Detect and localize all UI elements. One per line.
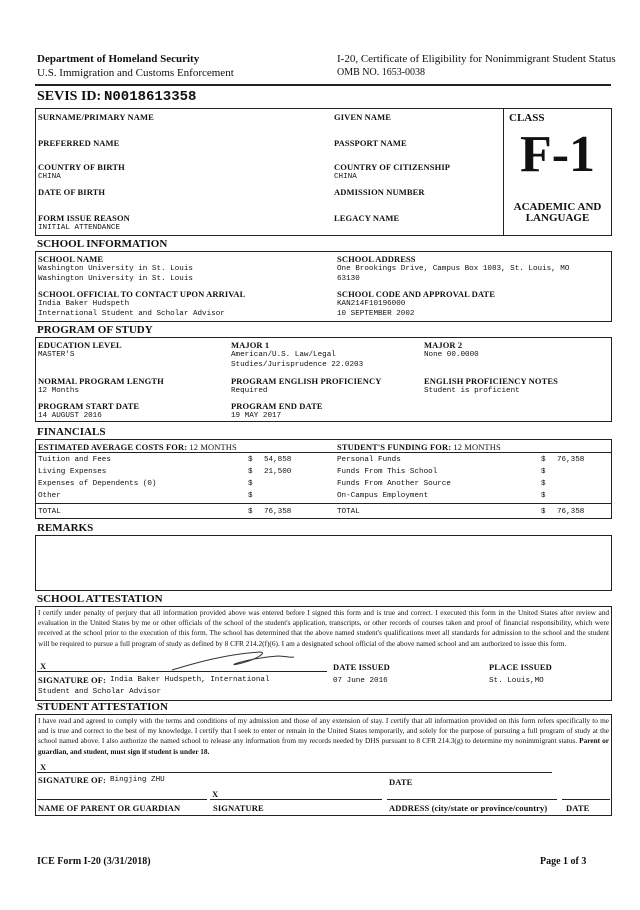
english-proficiency-label: PROGRAM ENGLISH PROFICIENCY: [231, 376, 382, 386]
student-x-mark-2: X: [212, 789, 219, 799]
class-label: CLASS: [509, 112, 545, 124]
funding-total-currency: $: [541, 508, 546, 516]
cost-item: Expenses of Dependents (0): [38, 480, 157, 488]
cost-item: Tuition and Fees: [38, 456, 111, 464]
agency-name: U.S. Immigration and Customs Enforcement: [37, 67, 234, 79]
student-attestation-title: STUDENT ATTESTATION: [37, 701, 168, 713]
financial-row: [37, 467, 597, 479]
school-official-line2: International Student and Scholar Advisor: [38, 310, 225, 318]
remarks-box: [35, 535, 612, 591]
country-of-birth-value: CHINA: [38, 173, 61, 181]
major2-value: None 00.0000: [424, 351, 479, 359]
given-name-label: GIVEN NAME: [334, 112, 391, 122]
financial-row: [37, 491, 597, 503]
school-signature-line2: Student and Scholar Advisor: [38, 688, 162, 696]
program-length-label: NORMAL PROGRAM LENGTH: [38, 376, 164, 386]
country-of-birth-label: COUNTRY OF BIRTH: [38, 162, 125, 172]
country-of-citizenship-value: CHINA: [334, 173, 357, 181]
school-info-title: SCHOOL INFORMATION: [37, 238, 168, 250]
program-start-value: 14 AUGUST 2016: [38, 412, 102, 420]
school-code-line1: KAN214F10196000: [337, 300, 406, 308]
student-signature-label: SIGNATURE OF:: [38, 775, 106, 785]
school-address-line1: One Brookings Drive, Campus Box 1083, St. Louis, MO: [337, 265, 570, 273]
place-issued-label: PLACE ISSUED: [489, 662, 552, 672]
sevis-id: N0018613358: [104, 89, 197, 105]
funding-total-label: TOTAL: [337, 508, 360, 516]
cost-currency: $: [248, 492, 253, 500]
major1-label: MAJOR 1: [231, 340, 270, 350]
funding-currency: $: [541, 456, 546, 464]
english-notes-value: Student is proficient: [424, 387, 520, 395]
parent-signature-label: SIGNATURE: [213, 803, 264, 813]
parent-date-label: DATE: [566, 803, 590, 813]
school-signature-scribble: [168, 648, 298, 676]
school-official-label: SCHOOL OFFICIAL TO CONTACT UPON ARRIVAL: [38, 289, 246, 299]
school-official-line1: India Baker Hudspeth: [38, 300, 130, 308]
school-code-label: SCHOOL CODE AND APPROVAL DATE: [337, 289, 495, 299]
footer-page-number: Page 1 of 3: [540, 856, 587, 867]
funding-item: Personal Funds: [337, 456, 401, 464]
costs-period: 12 MONTHS: [189, 442, 237, 452]
school-signature-line1: India Baker Hudspeth, International: [110, 676, 270, 684]
legacy-name-label: LEGACY NAME: [334, 213, 400, 223]
dept-name: Department of Homeland Security: [37, 53, 200, 65]
english-notes-label: ENGLISH PROFICIENCY NOTES: [424, 376, 558, 386]
school-address-line2: 63130: [337, 275, 360, 283]
class-desc-line1: ACADEMIC AND: [513, 201, 602, 213]
costs-total-currency: $: [248, 508, 253, 516]
school-name-line2: Washington University in St. Louis: [38, 275, 193, 283]
program-title: PROGRAM OF STUDY: [37, 324, 153, 336]
form-issue-reason-value: INITIAL ATTENDANCE: [38, 224, 121, 232]
costs-total-label: TOTAL: [38, 508, 61, 516]
date-issued-label: DATE ISSUED: [333, 662, 390, 672]
costs-label: ESTIMATED AVERAGE COSTS FOR:: [38, 442, 188, 452]
footer-form-id: ICE Form I-20 (3/31/2018): [37, 856, 151, 867]
major1-line1: American/U.S. Law/Legal: [231, 351, 336, 359]
costs-total-value: 76,358: [264, 508, 292, 516]
funding-label: STUDENT'S FUNDING FOR:: [337, 442, 452, 452]
cost-amount: 54,858: [264, 456, 292, 464]
major2-label: MAJOR 2: [424, 340, 463, 350]
program-start-label: PROGRAM START DATE: [38, 401, 140, 411]
class-value: F-1: [519, 126, 596, 183]
student-attestation-bold: Parent or guardian, and student, must sign if student is under 18.: [38, 736, 609, 756]
funding-currency: $: [541, 480, 546, 488]
education-level-label: EDUCATION LEVEL: [38, 340, 122, 350]
cost-item: Other: [38, 492, 61, 500]
surname-label: SURNAME/PRIMARY NAME: [38, 112, 154, 122]
cost-amount: 21,500: [264, 468, 292, 476]
sevis-label: SEVIS ID:: [37, 89, 102, 104]
passport-name-label: PASSPORT NAME: [334, 138, 407, 148]
major1-line2: Studies/Jurisprudence 22.0203: [231, 361, 364, 369]
program-end-value: 19 MAY 2017: [231, 412, 282, 420]
funding-item: Funds From This School: [337, 468, 438, 476]
program-length-value: 12 Months: [38, 387, 80, 395]
preferred-name-label: PREFERRED NAME: [38, 138, 120, 148]
english-proficiency-value: Required: [231, 387, 268, 395]
school-name-line1: Washington University in St. Louis: [38, 265, 193, 273]
omb-number: OMB NO. 1653-0038: [337, 67, 426, 78]
school-code-line2: 10 SEPTEMBER 2002: [337, 310, 415, 318]
school-address-label: SCHOOL ADDRESS: [337, 254, 416, 264]
country-of-citizenship-label: COUNTRY OF CITIZENSHIP: [334, 162, 451, 172]
school-x-mark: X: [40, 661, 47, 671]
parent-address-label: ADDRESS (city/state or province/country): [389, 803, 548, 813]
student-x-mark: X: [40, 762, 47, 772]
school-attestation-text: I certify under penalty of perjury that all information provided above was entered before I signed this form and is true and correct. I executed this form in the United States after review and evaluation in the United States by me or other officials of the school of the student's application, transcripts, or other records of courses taken and proof of financial responsibility, which were received at the school prior to the execution of this form. The school has determined that the above named student's qualifications meet all standards for admission to the school and the student will be required to pursue a full program of study as defined by 8 CFR 214.2(f)(6). I am a designated school official of the above named school and am authorized to issue this form.: [38, 608, 609, 648]
date-of-birth-label: DATE OF BIRTH: [38, 187, 106, 197]
school-attestation-title: SCHOOL ATTESTATION: [37, 593, 163, 605]
student-signature-value: Bingjing ZHU: [110, 776, 165, 784]
funding-period: 12 MONTHS: [453, 442, 501, 452]
funding-total-value: 76,358: [557, 508, 585, 516]
remarks-title: REMARKS: [37, 522, 94, 534]
student-attestation-text-wrap: [38, 716, 609, 757]
cost-currency: $: [248, 480, 253, 488]
school-name-label: SCHOOL NAME: [38, 254, 104, 264]
cost-item: Living Expenses: [38, 468, 107, 476]
school-signature-label: SIGNATURE OF:: [38, 675, 106, 685]
cost-currency: $: [248, 456, 253, 464]
student-attestation-text: I have read and agreed to comply with the terms and conditions of my admission and those of any extension of stay. I certify that all information provided on this form refers specifically to me and is true and correct to the best of my knowledge. I certify that I seek to enter or remain in the United States temporarily, and solely for the purpose of pursuing a full program of study at the school named above. I also authorize the named school to release any information from my records needed by DHS pursuant to 8 CFR 214.3(g) to determine my nonimmigrant status.: [38, 716, 609, 746]
funding-amount: 76,358: [557, 456, 585, 464]
admission-number-label: ADMISSION NUMBER: [334, 187, 425, 197]
financial-row: [37, 479, 597, 491]
funding-currency: $: [541, 492, 546, 500]
class-desc-line2: LANGUAGE: [525, 212, 590, 224]
education-level-value: MASTER'S: [38, 351, 75, 359]
place-issued-value: St. Louis,MO: [489, 677, 544, 685]
date-issued-value: 07 June 2016: [333, 677, 388, 685]
financial-row: [37, 455, 597, 467]
financials-title: FINANCIALS: [37, 426, 106, 438]
student-date-label: DATE: [389, 777, 413, 787]
form-title: I-20, Certificate of Eligibility for Nonimmigrant Student Status: [337, 53, 616, 65]
cost-currency: $: [248, 468, 253, 476]
funding-currency: $: [541, 468, 546, 476]
form-issue-reason-label: FORM ISSUE REASON: [38, 213, 130, 223]
program-end-label: PROGRAM END DATE: [231, 401, 323, 411]
parent-name-label: NAME OF PARENT OR GUARDIAN: [38, 803, 181, 813]
funding-item: Funds From Another Source: [337, 480, 451, 488]
funding-item: On-Campus Employment: [337, 492, 429, 500]
